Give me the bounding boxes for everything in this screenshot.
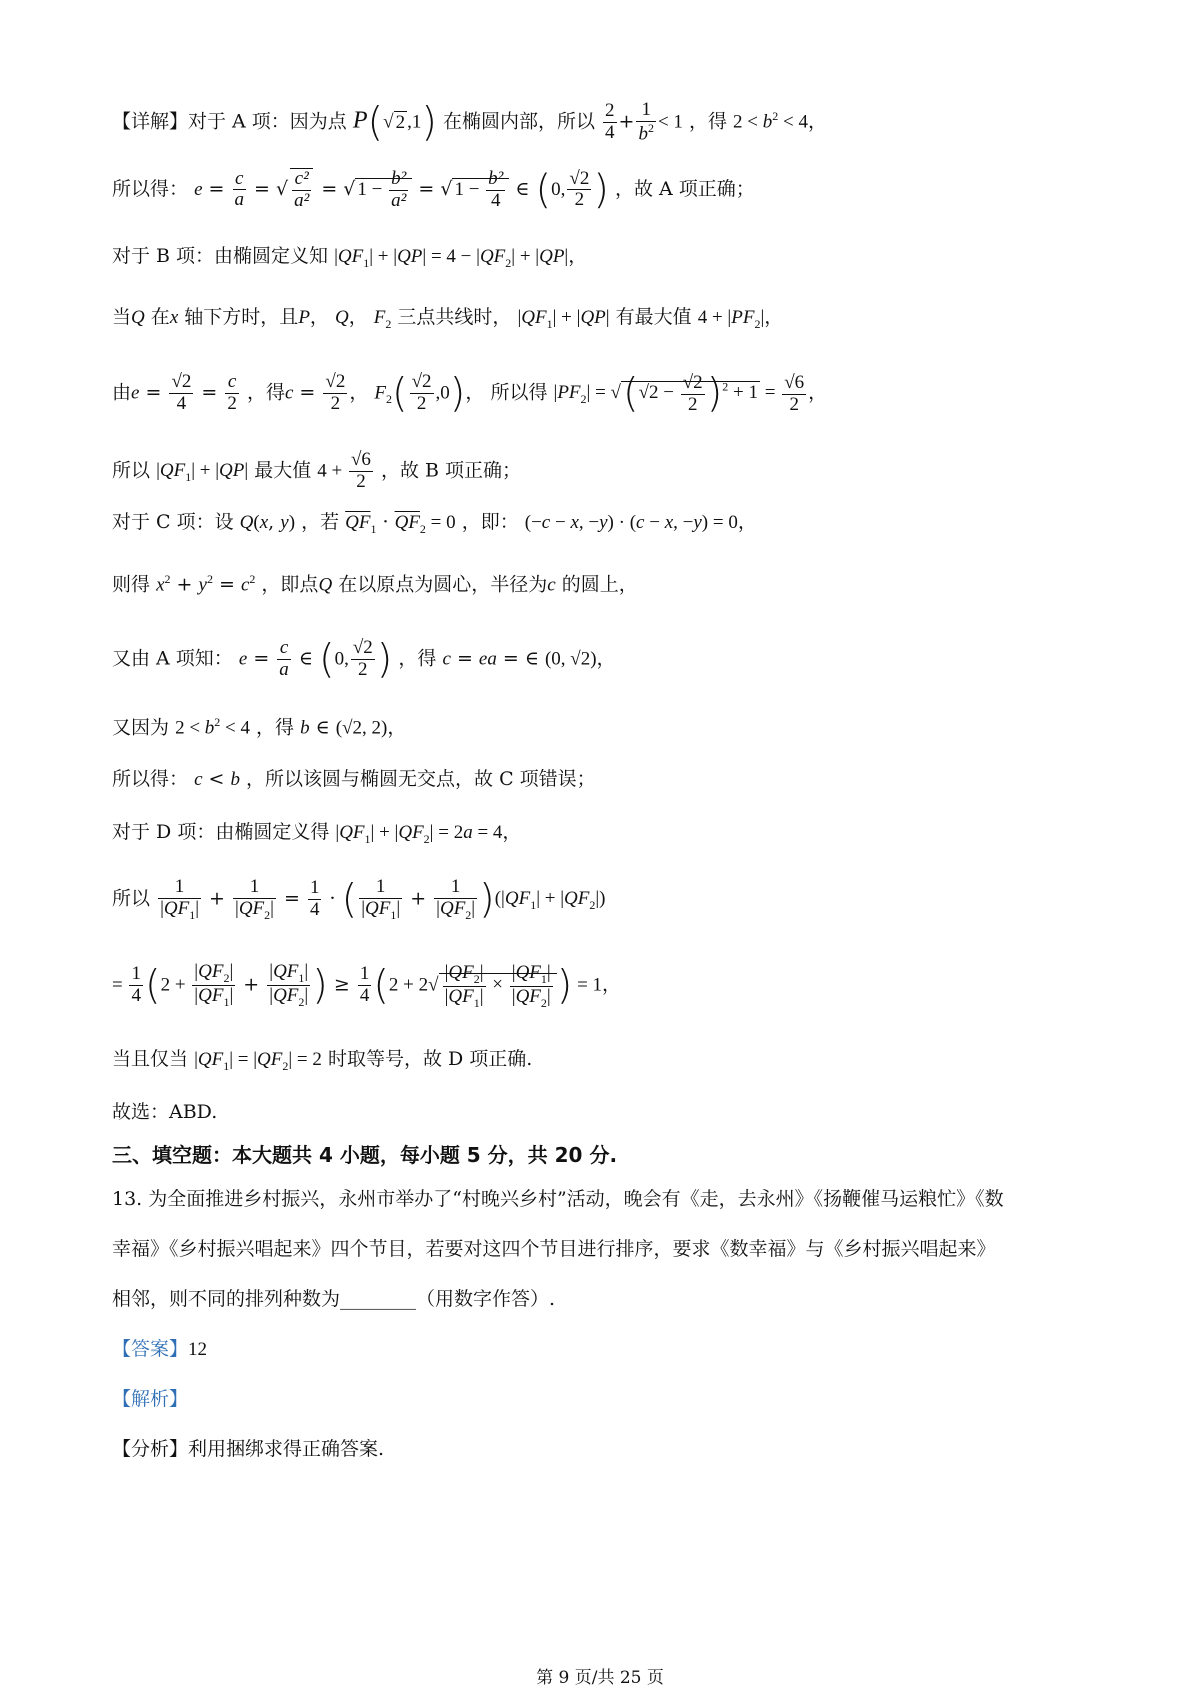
solution-line-13: 所以 $\frac{1}{|QF_1|}$ + $\frac{1}{|QF_2|}$ = $\frac{1}{4}$ · ( $\frac{1}{|QF_1|}$ + $\frac{1}{|QF_2|}$ )$(|QF_1| + |QF_2|)$	[112, 876, 606, 923]
text: 在椭圆内部，所以	[442, 110, 595, 133]
text: ，得	[688, 110, 727, 133]
solution-line-3: 对于 B 项：由椭圆定义知 $|QF_1| + |QP| = 4 - |QF_2| + |QP|$，	[112, 245, 588, 270]
text: 所以得	[490, 381, 548, 404]
solution-line-15: 当且仅当 $|QF_1| = |QF_2| = 2$ 时取等号，故 D 项正确.	[112, 1048, 533, 1073]
fenxi-line: 【分析】利用捆绑求得正确答案.	[112, 1438, 385, 1460]
text: 的圆上，	[561, 573, 638, 596]
solution-line-4: 当Q 在x 轴下方时，且P， Q， $F_2$ 三点共线时， $|QF_1| + |QP|$ 有最大值 $4 + |PF_2|$，	[112, 306, 784, 331]
text: 由	[112, 381, 132, 404]
text: 又由 A 项知：	[112, 647, 233, 670]
text: ，即点	[261, 573, 319, 596]
analysis-label: 【解析】	[112, 1388, 189, 1410]
solution-line-8: 则得 $x^2 + y^2 = c^2$ ，即点Q 在以原点为圆心，半径为c 的圆上，	[112, 572, 638, 596]
text: ，故 A 项正确；	[614, 177, 755, 200]
text: 对于 D 项：由椭圆定义得	[112, 821, 330, 843]
text: 【详解】对于 A 项：因为点	[112, 110, 347, 133]
solution-line-2: 所以得： e = $\frac{c}{a}$ = √ $\frac{\text{c²}}{\text{a²}}$ = √ 1 − $\frac{\text{b²}}{\text{a²}}$ = √ 1 − $\frac{\text{b²}}{4}$ ∈ (0, $\frac{√2}{2}$ ) ，故 A 项正确；	[112, 166, 755, 213]
answer-line	[112, 1340, 207, 1359]
text: 在	[150, 306, 170, 328]
text: 在以原点为圆心，半径为	[338, 573, 548, 596]
text: 所以	[112, 459, 151, 482]
text: 时取等号，故 D 项正确.	[327, 1048, 533, 1070]
text: 轴下方时，且	[184, 306, 299, 328]
answer-label: 【答案】	[112, 1338, 189, 1360]
solution-line-12: 对于 D 项：由椭圆定义得 $|QF_1| + |QF_2| = 2a = 4$，	[112, 821, 522, 846]
solution-line-14: = $\frac{1}{4}$ (2 + $\frac{|QF_2|}{|QF_1|}$ + $\frac{|QF_1|}{|QF_2|}$ ) ≥ $\frac{1}{4}$ (2 + 2√ $\frac{|QF_2|}{|QF_1|}$ × $\frac{|QF_1|}{|QF_2|}$ ) = 1，	[112, 961, 622, 1010]
solution-line-5: 由e = $\frac{√2}{4}$ = $\frac{c}{2}$ ，得c = $\frac{√2}{2}$ ， $F_2$( $\frac{√2}{2}$ ,0)， 所以得 $|PF_2| = √(√2$ − $\frac{√2}{2}$ )$^2$ + 1 = $\frac{√6}{2}$ ，	[112, 370, 828, 418]
text: 又因为	[112, 716, 170, 739]
text: 所以得：	[112, 768, 189, 790]
text: 则得	[112, 573, 151, 596]
text: 当	[112, 306, 132, 328]
text: ，即：	[461, 511, 519, 533]
text: 最大值	[254, 459, 312, 482]
solution-line-6: 所以 $|QF_1| + |QP|$ 最大值 4 + $\frac{√6}{2}$ ，故 B 项正确；	[112, 449, 522, 492]
text: ，故 B 项正确；	[380, 459, 522, 482]
text: 对于 C 项：设	[112, 511, 234, 533]
solution-line-11: 所以得： c < b ，所以该圆与椭圆无交点，故 C 项错误；	[112, 768, 596, 790]
text: ，得	[398, 647, 437, 670]
solution-line-7: 对于 C 项：设 Q(x, y) ，若 $\overline{QF}_1 \cdot \overline{QF}_2 = 0$ ，即： (−c − x, −y) · (c − x, −y) = 0，	[112, 511, 757, 536]
text: 故选：ABD.	[112, 1101, 218, 1123]
text: ，得	[246, 381, 285, 404]
text: 对于 B 项：由椭圆定义知	[112, 245, 329, 267]
page-footer: 第 9 页/共 25 页	[536, 1668, 664, 1688]
text: 所以得：	[112, 177, 189, 200]
solution-line-10: 又因为 $2 < b^2 < 4$ ，得 b ∈ (√2, 2)，	[112, 715, 407, 739]
question-line-3: 相邻，则不同的排列种数为________（用数字作答）.	[112, 1288, 556, 1310]
question-line-1: 13. 为全面推进乡村振兴，永州市举办了“村晚兴乡村”活动，晚会有《走，去永州》《扬鞭催马运粮忙》《数	[112, 1188, 1004, 1210]
text: 三点共线时，	[397, 306, 512, 328]
solution-choice	[112, 1103, 217, 1122]
solution-line-9: 又由 A 项知： e = $\frac{c}{a}$ ∈ (0, $\frac{√2}{2}$ ) ，得 c = ea = ∈ (0, √2)，	[112, 636, 616, 683]
text: 有最大值	[615, 306, 692, 328]
text: 所以	[112, 887, 151, 910]
text: ，所以该圆与椭圆无交点，故 C 项错误；	[246, 768, 596, 790]
text: 当且仅当	[112, 1048, 189, 1070]
text: ，若	[301, 511, 340, 533]
text: ，得	[256, 716, 295, 739]
section-heading: 三、填空题：本大题共 4 小题，每小题 5 分，共 20 分.	[112, 1143, 618, 1167]
solution-line-1: 【详解】对于 A 项：因为点 P(√ 2 ,1) 在椭圆内部，所以 $\frac{2}{4}$ + $\frac{1}{b^2}$ < 1 ，得 $2 < b^2 < 4$，	[112, 99, 827, 146]
answer-value: 12	[188, 1339, 208, 1360]
question-line-2: 幸福》《乡村振兴唱起来》四个节目，若要对这四个节目进行排序，要求《数幸福》与《乡村振兴唱起来》	[112, 1238, 996, 1260]
